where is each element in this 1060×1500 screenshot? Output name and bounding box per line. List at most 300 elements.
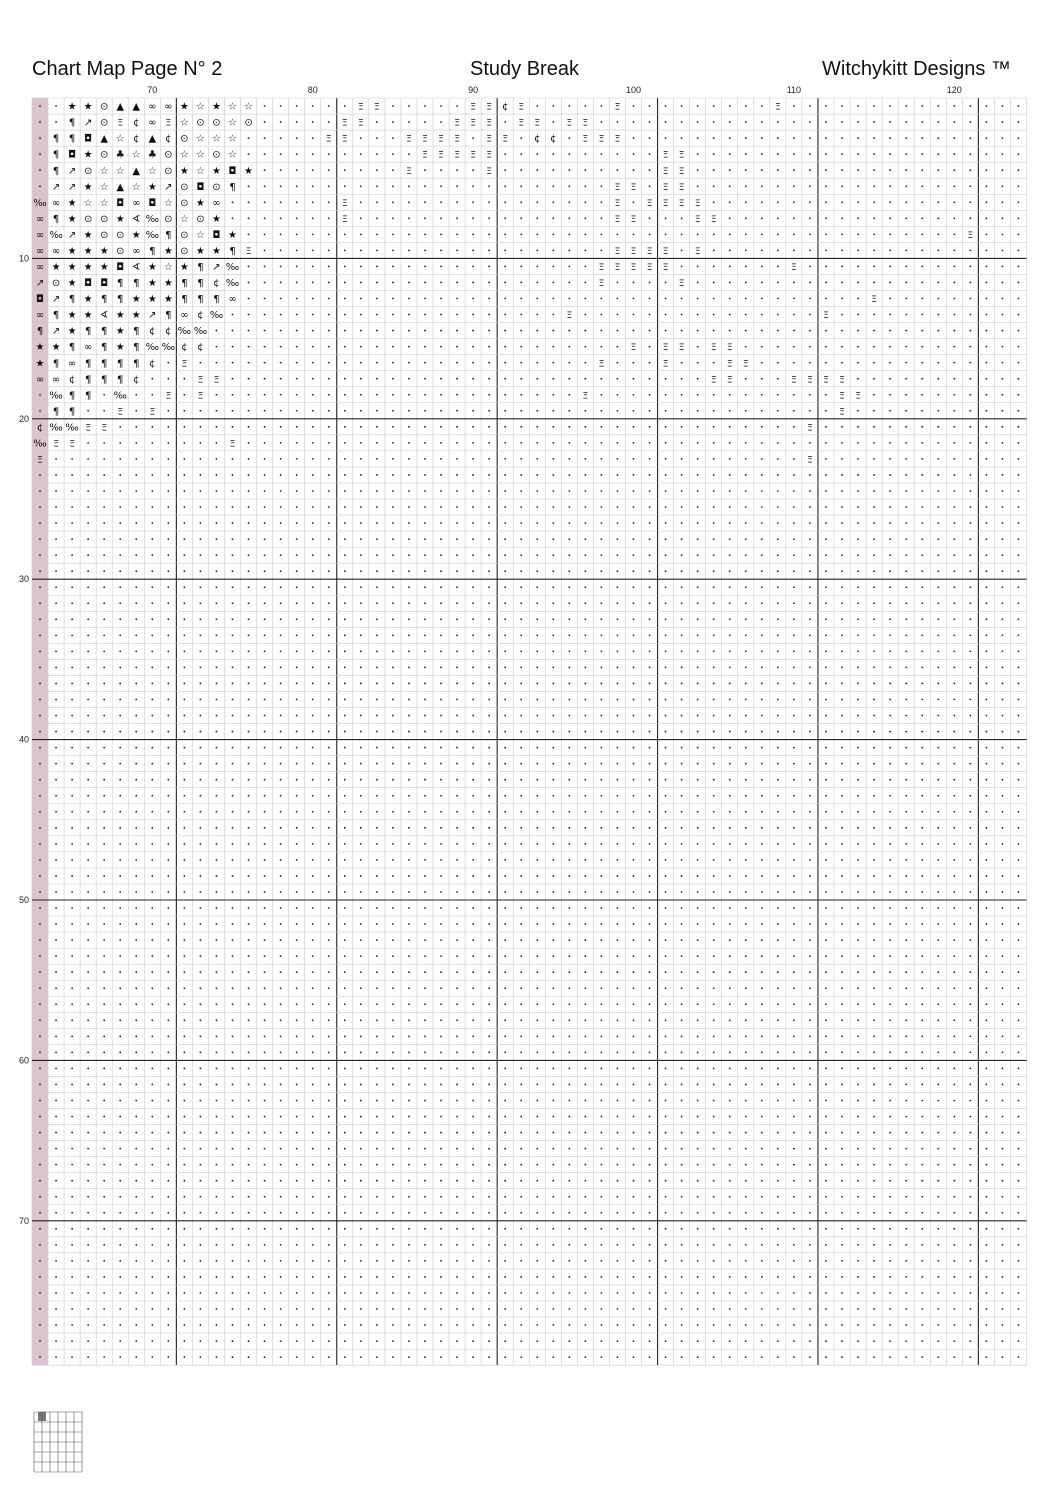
empty-stitch-dot [520,522,522,524]
empty-stitch-dot [520,1196,522,1198]
empty-stitch-dot [504,506,506,508]
empty-stitch-dot [905,442,907,444]
empty-stitch-dot [729,185,731,187]
empty-stitch-dot [568,378,570,380]
empty-stitch-dot [312,1324,314,1326]
empty-stitch-dot [424,859,426,861]
empty-stitch-dot [71,1276,73,1278]
empty-stitch-dot [697,779,699,781]
empty-stitch-dot [232,667,234,669]
empty-stitch-dot [376,1292,378,1294]
empty-stitch-dot [312,939,314,941]
empty-stitch-dot [665,955,667,957]
empty-stitch-dot [617,618,619,620]
stitch-symbol: Ξ [422,150,428,161]
empty-stitch-dot [376,1276,378,1278]
empty-stitch-dot [472,1212,474,1214]
empty-stitch-dot [584,538,586,540]
empty-stitch-dot [472,394,474,396]
stitch-symbol: ¢ [550,133,557,145]
stitch-symbol: Ξ [967,230,974,241]
empty-stitch-dot [937,506,939,508]
empty-stitch-dot [1002,875,1004,877]
empty-stitch-dot [71,1228,73,1230]
empty-stitch-dot [697,1164,699,1166]
empty-stitch-dot [472,602,474,604]
empty-stitch-dot [729,1051,731,1053]
empty-stitch-dot [504,1292,506,1294]
empty-stitch-dot [681,1100,683,1102]
empty-stitch-dot [873,1324,875,1326]
stitch-symbol: ◘ [116,262,125,274]
empty-stitch-dot [135,522,137,524]
empty-stitch-dot [633,538,635,540]
empty-stitch-dot [568,442,570,444]
empty-stitch-dot [873,185,875,187]
empty-stitch-dot [456,282,458,284]
empty-stitch-dot [857,811,859,813]
empty-stitch-dot [985,506,987,508]
empty-stitch-dot [296,1132,298,1134]
empty-stitch-dot [248,410,250,412]
empty-stitch-dot [568,554,570,556]
empty-stitch-dot [151,442,153,444]
empty-stitch-dot [953,1292,955,1294]
empty-stitch-dot [889,1324,891,1326]
empty-stitch-dot [280,923,282,925]
empty-stitch-dot [665,1019,667,1021]
empty-stitch-dot [424,843,426,845]
empty-stitch-dot [488,1068,490,1070]
empty-stitch-dot [216,442,218,444]
empty-stitch-dot [472,1116,474,1118]
empty-stitch-dot [873,715,875,717]
empty-stitch-dot [633,618,635,620]
empty-stitch-dot [216,522,218,524]
empty-stitch-dot [825,1019,827,1021]
empty-stitch-dot [552,667,554,669]
empty-stitch-dot [745,1164,747,1166]
empty-stitch-dot [504,1324,506,1326]
empty-stitch-dot [665,217,667,219]
empty-stitch-dot [633,907,635,909]
empty-stitch-dot [633,1100,635,1102]
empty-stitch-dot [953,137,955,139]
empty-stitch-dot [937,426,939,428]
stitch-symbol: Ξ [406,134,412,145]
empty-stitch-dot [841,1324,843,1326]
empty-stitch-dot [825,1035,827,1037]
empty-stitch-dot [601,667,603,669]
empty-stitch-dot [713,458,715,460]
empty-stitch-dot [1018,1132,1020,1134]
empty-stitch-dot [953,249,955,251]
empty-stitch-dot [39,185,41,187]
empty-stitch-dot [601,971,603,973]
empty-stitch-dot [697,859,699,861]
stitch-symbol: ★ [67,197,77,209]
empty-stitch-dot [424,939,426,941]
empty-stitch-dot [456,731,458,733]
empty-stitch-dot [761,330,763,332]
empty-stitch-dot [328,1244,330,1246]
empty-stitch-dot [424,1116,426,1118]
empty-stitch-dot [536,233,538,235]
empty-stitch-dot [392,137,394,139]
empty-stitch-dot [200,650,202,652]
empty-stitch-dot [969,282,971,284]
empty-stitch-dot [135,1212,137,1214]
empty-stitch-dot [264,474,266,476]
empty-stitch-dot [39,795,41,797]
empty-stitch-dot [681,971,683,973]
empty-stitch-dot [713,1324,715,1326]
stitch-symbol: ¶ [117,358,124,370]
empty-stitch-dot [280,907,282,909]
empty-stitch-dot [584,1084,586,1086]
empty-stitch-dot [200,1019,202,1021]
stitch-symbol: Ξ [582,118,589,129]
empty-stitch-dot [793,410,795,412]
empty-stitch-dot [617,330,619,332]
empty-stitch-dot [151,987,153,989]
empty-stitch-dot [248,859,250,861]
empty-stitch-dot [777,1132,779,1134]
empty-stitch-dot [328,1019,330,1021]
empty-stitch-dot [248,458,250,460]
empty-stitch-dot [665,1196,667,1198]
empty-stitch-dot [504,1164,506,1166]
empty-stitch-dot [232,490,234,492]
empty-stitch-dot [681,137,683,139]
empty-stitch-dot [841,1148,843,1150]
empty-stitch-dot [985,683,987,685]
empty-stitch-dot [392,1132,394,1134]
empty-stitch-dot [488,1324,490,1326]
empty-stitch-dot [504,1100,506,1102]
empty-stitch-dot [280,1276,282,1278]
empty-stitch-dot [408,1228,410,1230]
empty-stitch-dot [985,330,987,332]
empty-stitch-dot [841,1308,843,1310]
empty-stitch-dot [456,634,458,636]
empty-stitch-dot [969,1196,971,1198]
empty-stitch-dot [777,185,779,187]
empty-stitch-dot [681,987,683,989]
empty-stitch-dot [344,1196,346,1198]
stitch-symbol: ★ [244,165,254,177]
empty-stitch-dot [248,378,250,380]
empty-stitch-dot [889,1164,891,1166]
empty-stitch-dot [552,121,554,123]
empty-stitch-dot [328,538,330,540]
empty-stitch-dot [793,169,795,171]
empty-stitch-dot [55,1180,57,1182]
empty-stitch-dot [456,1100,458,1102]
empty-stitch-dot [905,1068,907,1070]
empty-stitch-dot [905,570,907,572]
empty-stitch-dot [440,891,442,893]
empty-stitch-dot [376,618,378,620]
empty-stitch-dot [200,522,202,524]
empty-stitch-dot [488,1260,490,1262]
empty-stitch-dot [617,1019,619,1021]
empty-stitch-dot [761,779,763,781]
column-label: 90 [468,85,479,95]
empty-stitch-dot [584,699,586,701]
empty-stitch-dot [649,650,651,652]
empty-stitch-dot [296,715,298,717]
empty-stitch-dot [969,314,971,316]
empty-stitch-dot [905,458,907,460]
empty-stitch-dot [200,987,202,989]
empty-stitch-dot [135,987,137,989]
empty-stitch-dot [649,570,651,572]
empty-stitch-dot [905,522,907,524]
empty-stitch-dot [857,1035,859,1037]
empty-stitch-dot [713,634,715,636]
empty-stitch-dot [264,650,266,652]
empty-stitch-dot [536,1356,538,1358]
empty-stitch-dot [376,1003,378,1005]
empty-stitch-dot [825,731,827,733]
empty-stitch-dot [1018,1324,1020,1326]
empty-stitch-dot [183,715,185,717]
empty-stitch-dot [280,105,282,107]
empty-stitch-dot [504,249,506,251]
empty-stitch-dot [601,827,603,829]
empty-stitch-dot [424,875,426,877]
empty-stitch-dot [809,153,811,155]
empty-stitch-dot [985,1100,987,1102]
empty-stitch-dot [953,282,955,284]
empty-stitch-dot [841,634,843,636]
empty-stitch-dot [905,1084,907,1086]
empty-stitch-dot [937,1100,939,1102]
empty-stitch-dot [617,602,619,604]
empty-stitch-dot [424,1340,426,1342]
empty-stitch-dot [232,650,234,652]
empty-stitch-dot [761,490,763,492]
empty-stitch-dot [617,538,619,540]
empty-stitch-dot [456,538,458,540]
stitch-symbol: Ξ [710,343,717,354]
empty-stitch-dot [536,217,538,219]
stitch-symbol: Ξ [662,166,669,177]
empty-stitch-dot [857,699,859,701]
empty-stitch-dot [649,153,651,155]
empty-stitch-dot [312,891,314,893]
empty-stitch-dot [809,570,811,572]
empty-stitch-dot [280,298,282,300]
stitch-symbol: Ξ [566,311,573,322]
empty-stitch-dot [392,586,394,588]
empty-stitch-dot [729,570,731,572]
stitch-symbol: ¢ [197,342,204,354]
empty-stitch-dot [729,634,731,636]
empty-stitch-dot [456,458,458,460]
stitch-symbol: Ξ [454,150,460,161]
empty-stitch-dot [296,1244,298,1246]
empty-stitch-dot [937,1228,939,1230]
empty-stitch-dot [328,1228,330,1230]
empty-stitch-dot [55,1019,57,1021]
empty-stitch-dot [777,747,779,749]
empty-stitch-dot [135,827,137,829]
empty-stitch-dot [39,699,41,701]
empty-stitch-dot [312,410,314,412]
empty-stitch-dot [232,843,234,845]
empty-stitch-dot [232,1324,234,1326]
empty-stitch-dot [392,795,394,797]
stitch-symbol: ∞ [228,294,237,306]
empty-stitch-dot [424,185,426,187]
empty-stitch-dot [55,763,57,765]
empty-stitch-dot [216,586,218,588]
empty-stitch-dot [344,1148,346,1150]
empty-stitch-dot [167,1260,169,1262]
empty-stitch-dot [248,987,250,989]
empty-stitch-dot [376,570,378,572]
empty-stitch-dot [713,1003,715,1005]
stitch-symbol: Ξ [325,134,332,145]
empty-stitch-dot [857,683,859,685]
stitch-symbol: ★ [163,294,173,306]
empty-stitch-dot [681,1260,683,1262]
empty-stitch-dot [809,298,811,300]
stitch-symbol: ¢ [213,278,220,290]
empty-stitch-dot [825,506,827,508]
empty-stitch-dot [376,426,378,428]
empty-stitch-dot [745,1132,747,1134]
empty-stitch-dot [889,650,891,652]
empty-stitch-dot [649,1228,651,1230]
empty-stitch-dot [248,811,250,813]
empty-stitch-dot [809,410,811,412]
empty-stitch-dot [167,378,169,380]
empty-stitch-dot [697,458,699,460]
empty-stitch-dot [873,763,875,765]
empty-stitch-dot [552,1196,554,1198]
empty-stitch-dot [328,586,330,588]
empty-stitch-dot [937,314,939,316]
empty-stitch-dot [408,827,410,829]
empty-stitch-dot [601,1324,603,1326]
empty-stitch-dot [777,266,779,268]
empty-stitch-dot [312,859,314,861]
empty-stitch-dot [39,121,41,123]
empty-stitch-dot [841,1051,843,1053]
empty-stitch-dot [536,490,538,492]
empty-stitch-dot [713,282,715,284]
empty-stitch-dot [745,458,747,460]
empty-stitch-dot [440,426,442,428]
empty-stitch-dot [103,907,105,909]
empty-stitch-dot [376,458,378,460]
empty-stitch-dot [328,153,330,155]
stitch-symbol: ☆ [163,197,173,209]
empty-stitch-dot [504,987,506,989]
empty-stitch-dot [488,490,490,492]
stitch-symbol: Ξ [839,407,845,418]
empty-stitch-dot [504,747,506,749]
stitch-symbol: ¶ [133,342,140,354]
empty-stitch-dot [713,1308,715,1310]
stitch-symbol: ⊙ [99,213,109,225]
empty-stitch-dot [921,1148,923,1150]
empty-stitch-dot [1018,378,1020,380]
empty-stitch-dot [825,763,827,765]
empty-stitch-dot [841,811,843,813]
empty-stitch-dot [232,987,234,989]
empty-stitch-dot [1002,634,1004,636]
empty-stitch-dot [167,586,169,588]
empty-stitch-dot [424,1292,426,1294]
empty-stitch-dot [167,987,169,989]
stitch-symbol: ☆ [228,117,237,129]
empty-stitch-dot [280,955,282,957]
empty-stitch-dot [55,602,57,604]
empty-stitch-dot [681,1164,683,1166]
empty-stitch-dot [280,634,282,636]
empty-stitch-dot [552,1356,554,1358]
empty-stitch-dot [777,1196,779,1198]
empty-stitch-dot [264,410,266,412]
empty-stitch-dot [200,1196,202,1198]
empty-stitch-dot [119,618,121,620]
stitch-symbol: Ξ [614,263,621,274]
empty-stitch-dot [729,1356,731,1358]
stitch-symbol: Ξ [486,134,492,145]
empty-stitch-dot [841,185,843,187]
empty-stitch-dot [167,827,169,829]
empty-stitch-dot [937,811,939,813]
empty-stitch-dot [985,650,987,652]
empty-stitch-dot [296,1260,298,1262]
empty-stitch-dot [344,971,346,973]
empty-stitch-dot [472,1132,474,1134]
empty-stitch-dot [729,249,731,251]
empty-stitch-dot [552,506,554,508]
empty-stitch-dot [761,907,763,909]
empty-stitch-dot [55,859,57,861]
empty-stitch-dot [873,634,875,636]
empty-stitch-dot [216,971,218,973]
empty-stitch-dot [424,731,426,733]
empty-stitch-dot [568,249,570,251]
empty-stitch-dot [937,1180,939,1182]
empty-stitch-dot [472,458,474,460]
empty-stitch-dot [376,715,378,717]
empty-stitch-dot [376,1340,378,1342]
empty-stitch-dot [825,747,827,749]
empty-stitch-dot [568,105,570,107]
empty-stitch-dot [985,907,987,909]
empty-stitch-dot [857,1324,859,1326]
stitch-symbol: ¶ [117,374,124,386]
empty-stitch-dot [713,602,715,604]
empty-stitch-dot [456,779,458,781]
empty-stitch-dot [488,570,490,572]
empty-stitch-dot [601,1308,603,1310]
empty-stitch-dot [264,362,266,364]
empty-stitch-dot [536,169,538,171]
empty-stitch-dot [151,1340,153,1342]
empty-stitch-dot [889,1051,891,1053]
empty-stitch-dot [697,987,699,989]
empty-stitch-dot [55,1132,57,1134]
empty-stitch-dot [809,715,811,717]
